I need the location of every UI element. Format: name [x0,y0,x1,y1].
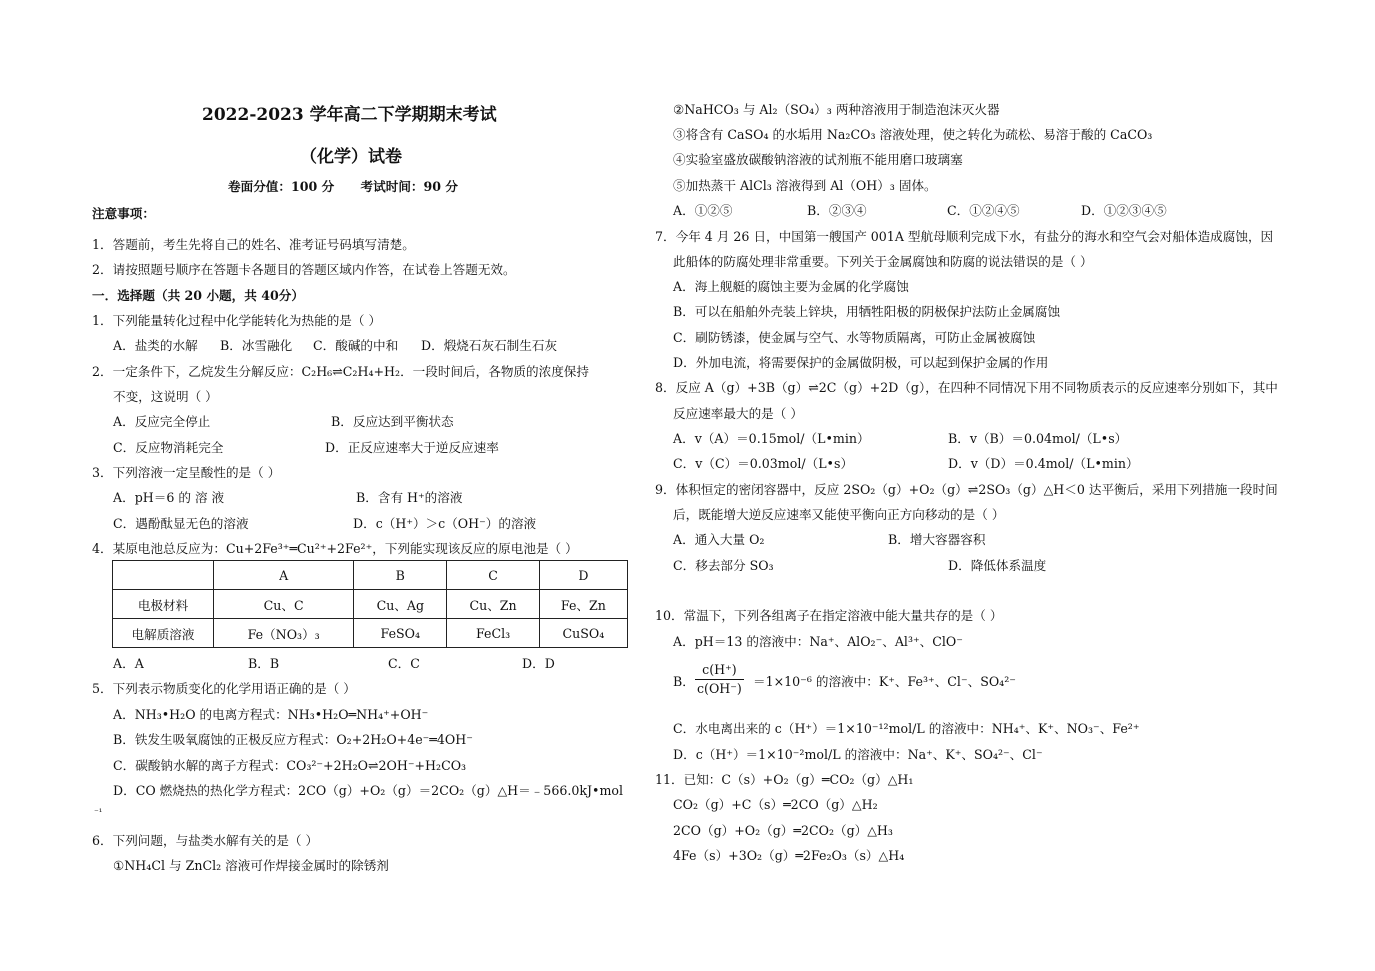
q2-stem-cont: 不变，这说明（ ） [113,389,218,404]
table-cell: B [354,561,447,590]
q10-option-b-fraction [695,661,744,698]
q6-item: ③将含有 CaSO₄ 的水垢用 Na₂CO₃ 溶液处理，使之转化为疏松、易溶于酸的 CaCO₃ [673,127,1153,142]
exam-info: 卷面分值：100 分 考试时间：90 分 [228,179,459,194]
q8-option-d: D．v（D）＝0.4mol/（L•min） [948,456,1139,471]
q7-option-c: C．刷防锈漆，使金属与空气、水等物质隔离，可防止金属被腐蚀 [673,330,1036,345]
q11-line: 4Fe（s）+3O₂（g）═2Fe₂O₃（s）△H₄ [673,848,905,863]
notice-heading: 注意事项： [92,206,155,221]
q6-option-b: B．②③④ [807,203,867,218]
q11-line: 2CO（g）+O₂（g）═2CO₂（g）△H₃ [673,823,893,838]
q7-option-b: B．可以在船舶外壳装上锌块，用牺牲阳极的阴极保护法防止金属腐蚀 [673,304,1061,319]
q3-option-b: B．含有 H⁺的溶液 [356,490,463,505]
q10-option-a: A．pH＝13 的溶液中：Na⁺、AlO₂⁻、Al³⁺、ClO⁻ [673,634,963,649]
q2-option-d: D．正反应速率大于逆反应速率 [325,440,499,455]
q2-option-b: B．反应达到平衡状态 [331,414,454,429]
q3-option-d: D．c（H⁺）＞c（OH⁻）的溶液 [353,516,537,531]
table-cell [113,561,214,590]
q5-option-a: A．NH₃•H₂O 的电离方程式：NH₃•H₂O═NH₄⁺+OH⁻ [113,707,429,722]
q9-option-a: A．通入大量 O₂ [673,532,765,547]
q6-option-a: A．①②⑤ [673,203,733,218]
table-cell: CuSO₄ [539,619,627,648]
section-heading: 一．选择题（共 20 小题，共 40分） [92,288,304,303]
table-cell: Fe（NO₃）₃ [214,619,354,648]
q4-option-b: B．B [248,656,280,671]
q5-option-d: D．CO 燃烧热的热化学方程式：2CO（g）+O₂（g）＝2CO₂（g）△H＝﹣566.0kJ•mol [113,783,624,798]
q9-stem-cont: 后，既能增大逆反应速率又能使平衡向正方向移动的是（ ） [673,507,1005,522]
q10-option-b-label: B． [673,674,695,689]
q11-stem: 11．已知：C（s）+O₂（g）═CO₂（g）△H₁ [655,772,914,787]
q4-option-d: D．D [522,656,555,671]
fraction-denominator: c(OH⁻) [697,681,742,696]
q4-option-a: A．A [113,656,144,671]
q8-stem: 8．反应 A（g）+3B（g）⇌2C（g）+2D（g），在四种不同情况下用不同物质表示的反应速率分别如下，其中 [655,380,1278,395]
table-row [113,590,628,619]
notice-item: 1．答题前，考生先将自己的姓名、准考证号码填写清楚。 [92,237,415,252]
q2-option-a: A．反应完全停止 [113,414,211,429]
q5-option-b: B．铁发生吸氧腐蚀的正极反应方程式：O₂+2H₂O+4e⁻═4OH⁻ [113,732,473,747]
q8-option-b: B．v（B）＝0.04mol/（L•s） [948,431,1128,446]
table-cell: FeCl₃ [447,619,539,648]
q5-option-c: C．碳酸钠水解的离子方程式：CO₃²⁻+2H₂O⇌2OH⁻+H₂CO₃ [113,758,467,773]
q5-stem: 5．下列表示物质变化的化学用语正确的是（ ） [92,681,356,696]
table-cell: 电极材料 [113,590,214,619]
table-cell: Cu、Ag [354,590,447,619]
q5-option-d-unit: ⁻¹ [94,808,103,818]
table-cell: A [214,561,354,590]
q1-option-d: D．煅烧石灰石制生石灰 [421,338,558,353]
q6-option-d: D．①②③④⑤ [1081,203,1167,218]
q10-option-c: C．水电离出来的 c（H⁺）＝1×10⁻¹²mol/L 的溶液中：NH₄⁺、K⁺、NO₃⁻、Fe²⁺ [673,721,1140,736]
q7-option-d: D．外加电流，将需要保护的金属做阴极，可以起到保护金属的作用 [673,355,1049,370]
table-row [113,619,628,648]
table-cell: Fe、Zn [539,590,627,619]
q6-stem: 6．下列问题，与盐类水解有关的是（ ） [92,833,319,848]
q3-option-c: C．遇酚酞显无色的溶液 [113,516,249,531]
table-header-row [113,561,628,590]
table-cell: Cu、Zn [447,590,539,619]
q10-option-b-text: ＝1×10⁻⁶ 的溶液中：K⁺、Fe³⁺、Cl⁻、SO₄²⁻ [753,674,1016,689]
q1-option-b: B．冰雪融化 [220,338,293,353]
q9-option-b: B．增大容器容积 [888,532,986,547]
q1-stem: 1．下列能量转化过程中化学能转化为热能的是（ ） [92,313,382,328]
q10-option-d: D．c（H⁺）＝1×10⁻²mol/L 的溶液中：Na⁺、K⁺、SO₄²⁻、Cl⁻ [673,747,1043,762]
table-cell: D [539,561,627,590]
q3-stem: 3．下列溶液一定呈酸性的是（ ） [92,465,281,480]
q4-stem: 4．某原电池总反应为：Cu+2Fe³⁺═Cu²⁺+2Fe²⁺，下列能实现该反应的原电池是（ ） [92,541,578,556]
q8-option-c: C．v（C）＝0.03mol/（L•s） [673,456,854,471]
q8-stem-cont: 反应速率最大的是（ ） [673,406,803,421]
table-cell: Cu、C [214,590,354,619]
q6-item: ②NaHCO₃ 与 Al₂（SO₄）₃ 两种溶液用于制造泡沫灭火器 [673,102,1000,117]
exam-subtitle: （化学）试卷 [300,147,402,167]
q9-option-d: D．降低体系温度 [948,558,1047,573]
q3-option-a: A．pH＝6 的 溶 液 [113,490,225,505]
q6-item: ④实验室盛放碳酸钠溶液的试剂瓶不能用磨口玻璃塞 [673,152,963,167]
q7-option-a: A．海上舰艇的腐蚀主要为金属的化学腐蚀 [673,279,909,294]
q7-stem-cont: 此船体的防腐处理非常重要。下列关于金属腐蚀和防腐的说法错误的是（ ） [673,254,1093,269]
q11-line: CO₂（g）+C（s）═2CO（g）△H₂ [673,797,878,812]
exam-title: 2022-2023 学年高二下学期期末考试 [202,105,497,125]
q2-option-c: C．反应物消耗完全 [113,440,224,455]
q1-option-c: C．酸碱的中和 [313,338,399,353]
fraction-numerator: c(H⁺) [695,661,744,680]
q10-stem: 10．常温下，下列各组离子在指定溶液中能大量共存的是（ ） [655,608,1003,623]
notice-item: 2．请按照题号顺序在答题卡各题目的答题区域内作答，在试卷上答题无效。 [92,262,516,277]
q9-option-c: C．移去部分 SO₃ [673,558,774,573]
table-cell: C [447,561,539,590]
q4-table [112,560,628,648]
q6-item: ①NH₄Cl 与 ZnCl₂ 溶液可作焊接金属时的除锈剂 [113,858,389,873]
q6-item: ⑤加热蒸干 AlCl₃ 溶液得到 Al（OH）₃ 固体。 [673,178,937,193]
q7-stem: 7．今年 4 月 26 日，中国第一艘国产 001A 型航母顺利完成下水，有盐分的海水和空气会对船体造成腐蚀，因 [655,229,1274,244]
table-cell: FeSO₄ [354,619,447,648]
q2-stem: 2．一定条件下，乙烷发生分解反应：C₂H₆⇌C₂H₄+H₂．一段时间后，各物质的浓度保持 [92,364,589,379]
q4-option-c: C．C [388,656,420,671]
q6-option-c: C．①②④⑤ [947,203,1020,218]
q8-option-a: A．v（A）＝0.15mol/（L•min） [673,431,870,446]
q9-stem: 9．体积恒定的密闭容器中，反应 2SO₂（g）+O₂（g）⇌2SO₃（g）△H＜0 达平衡后，采用下列措施一段时间 [655,482,1278,497]
table-cell: 电解质溶液 [113,619,214,648]
q1-option-a: A．盐类的水解 [113,338,198,353]
